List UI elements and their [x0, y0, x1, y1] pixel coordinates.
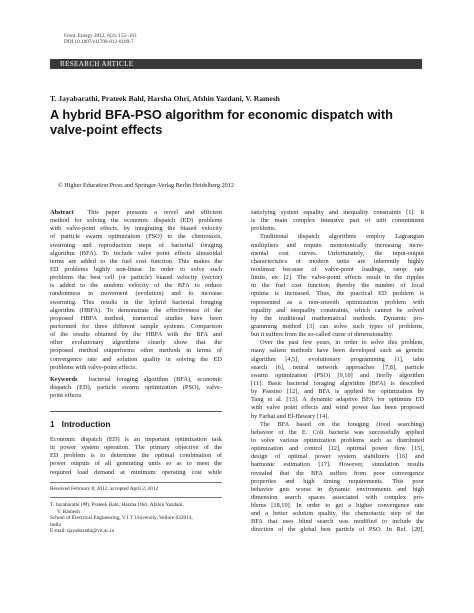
body-line: but it suffers from the so-called curse of dimensionality.	[251, 331, 393, 339]
body-line: behavior gets worse in dynamic environments and high	[251, 485, 424, 493]
abstract-line: performed for three different sample systems. Comparison	[50, 322, 222, 330]
body-line: characteristics of modern units are inherently highly	[251, 257, 424, 265]
body-line: gramming method [3] can solve such types of problems,	[251, 322, 424, 330]
author-affiliation	[50, 502, 193, 535]
title-line: valve-point effects	[50, 121, 163, 137]
body-line: problems.	[251, 225, 277, 233]
body-line: with valve point effects and wind power has been proposed	[251, 404, 424, 412]
abstract-line: proposed HBFA method, numerical studies have been	[50, 314, 222, 322]
section-heading	[50, 419, 111, 429]
body-line: revealed that the BFA suffers from poor convergence	[251, 469, 424, 477]
body-line: optima is increased. Thus, the practical ED problem is	[251, 290, 424, 298]
body-line: harmonic estimation [17]. However, simulation results	[251, 461, 424, 469]
abstract-line: swarming. This results in the hybrid bacterial foraging	[50, 298, 222, 306]
intro-line: in power system operation. The primary objective of the	[50, 444, 222, 452]
article-type-label: RESEARCH ARTICLE	[60, 60, 134, 68]
affiliation-line: India	[50, 521, 61, 528]
abstract-line	[50, 209, 222, 217]
body-line: BFA that uses blind search was modified to include the	[251, 518, 424, 526]
body-line: multipliers and require monotonically increasing incre-	[251, 241, 424, 249]
abstract-line: terms are added to the fuel cost function. This makes the	[50, 257, 222, 265]
body-line: and a better solution quality, the chemotactic step of the	[251, 510, 424, 518]
corresponding-email: E-mail: tjayabarathi@vit.ac.in	[50, 528, 115, 535]
body-line: search [6], neural network approaches [7,8], particle	[251, 363, 424, 371]
keywords-block	[50, 376, 222, 400]
intro-line: required load demand at minimum operating cost while	[50, 468, 222, 476]
abstract-line: problems with valve-point effects.	[50, 363, 137, 371]
journal-issue: Front. Energy 2012, 6(2): 155–163	[64, 33, 137, 39]
abstract-line: with valve-point effects, by integrating the biased velocity	[50, 225, 222, 233]
body-line: blems [18,19]. In order to get a higher convergence rate	[251, 502, 424, 510]
copyright-notice: © Higher Education Press and Springer-Verlag Berlin Heidelberg 2012	[58, 182, 234, 189]
received-dates: Received February 8, 2012; accepted April 2, 2012	[50, 486, 159, 492]
body-line: optimization and control [12], optimal power flow [15],	[251, 445, 424, 453]
body-line: by Farhat and El-Hawary [14].	[251, 412, 330, 420]
introduction-text	[50, 436, 222, 477]
keywords-line: dispatch (ED), particle swarm optimization (PSO), valve-	[50, 384, 222, 392]
affiliation-line: T. Jayabarathi (✉), Prateek Bahl, Harsha Ohri, Afshin Yazdani,	[50, 502, 184, 508]
body-line: many salient methods have been developed such as genetic	[251, 347, 424, 355]
body-line: represented as a non-smooth optimization problem with	[251, 298, 424, 306]
title-line: A hybrid BFA-PSO algorithm for economic dispatch with	[50, 107, 393, 122]
body-line: swarm optimization (PSO) [9,10] and firefly algorithm	[251, 371, 424, 379]
body-line: by the traditional mathematical methods. Dynamic pro-	[251, 314, 424, 322]
journal-citation	[64, 33, 137, 46]
section-divider	[50, 411, 222, 412]
abstract-line: method for solving the economic dispatch (ED) problems	[50, 217, 222, 225]
body-line: dimension search spaces associated with complex pro-	[251, 493, 424, 501]
abstract-line: of the results obtained by the HBFA with the BFA and	[50, 331, 222, 339]
body-line: Tang et al. [13]. A dynamic adaptive BFA for optimum ED	[251, 396, 424, 404]
body-line: design of optimal power system stabilizers [16] and	[251, 453, 424, 461]
body-line: direction of the global best particle of PSO. In Ref. [20],	[251, 526, 424, 534]
journal-doi: DOI 10.1007/s11708-012-0189-7	[64, 39, 134, 46]
abstract-line: randomness in movement (evolution) and to increase	[50, 290, 222, 298]
keywords-text: bacterial foraging algorithm (BFA), economic	[88, 376, 222, 383]
keywords-label: Keywords	[50, 376, 78, 383]
intro-line: power outputs of all generating units so as to meet the	[50, 460, 222, 468]
author-list: T. Jayabarathi, Prateek Bahl, Harsha Ohri, Afshin Yazdani, V. Ramesh	[50, 94, 280, 103]
abstract-line: of particle swarm optimization (PSO) to the chemotaxis,	[50, 233, 222, 241]
keywords-line	[50, 376, 222, 384]
body-line: to solve various optimization problems such as distributed	[251, 436, 424, 444]
keywords-line: point effects	[50, 392, 82, 400]
footnote-divider	[50, 497, 222, 498]
body-line: Over the past few years, in order to solve this problem,	[260, 339, 424, 347]
paper-title	[50, 108, 430, 137]
abstract-line: proposed method outperforms other methods in terms of	[50, 347, 222, 355]
body-line: limits, etc [2]. The valve-point effects result in the ripples	[251, 274, 424, 282]
body-line: in the fuel cost function; thereby the number of local	[251, 282, 424, 290]
abstract-line: problems the best cell (or particle) biased velocity (vector)	[50, 274, 222, 282]
abstract-line: algorithm (HBFA). To demonstrate the effectiveness of the	[50, 306, 222, 314]
body-line: The BFA based on the foraging (food searching)	[260, 420, 424, 428]
body-line: behavior of the E. Coli bacteria was successfully applied	[251, 428, 424, 436]
abstract-line: swarming and reproduction steps of bacterial foraging	[50, 241, 222, 249]
body-line: satisfying system equality and inequality constraints [1]. It	[251, 209, 424, 216]
abstract-line: is added to the random velocity of the BFA to reduce	[50, 282, 222, 290]
abstract-text: This paper presents a novel and efficient	[87, 209, 222, 216]
affiliation-line: School of Electrical Engineering, V I T University, Vellore 632014,	[50, 515, 193, 522]
section-title: Introduction	[61, 419, 111, 429]
body-line: Traditional dispatch algorithms employ Lagrangian	[260, 233, 424, 241]
body-line: nonlinear because of valve-point loadings, ramp rate	[251, 265, 424, 273]
intro-line: Economic dispatch (ED) is an important optimization task	[50, 436, 222, 443]
affiliation-line: V. Ramesh	[57, 508, 80, 515]
right-column	[251, 209, 424, 535]
abstract-line: algorithm (BFA). To include valve point effects sinusoidal	[50, 249, 222, 257]
body-line: equality and inequality constraints, which cannot be solved	[251, 306, 424, 314]
body-line: algorithm [4,5], evolutionary programming [1], tabu	[251, 355, 424, 363]
body-line: [11]. Basic bacterial foraging algorithm (BFA) is described	[251, 379, 424, 387]
body-line: properties and high timing requirements. This poor	[251, 477, 424, 485]
footnote-divider	[50, 482, 222, 483]
abstract-line: other evolutionary algorithms clearly show that the	[50, 339, 222, 347]
body-line: is the main complex intensive part of unit commitment	[251, 217, 424, 225]
abstract-line: convergence rate and solution quality in solving the ED	[50, 355, 222, 363]
section-number: 1	[50, 419, 55, 429]
body-line: mental cost curves. Unfortunately, the input-output	[251, 249, 424, 257]
abstract-line: ED problems highly non-linear. In order to solve such	[50, 265, 222, 273]
abstract-label: Abstract	[50, 209, 74, 216]
intro-line: ED problem is to determine the optimal combination of	[50, 452, 222, 460]
body-line: by Passino [12], and BFA is applied for optimization by	[251, 388, 424, 396]
abstract-block	[50, 209, 222, 372]
